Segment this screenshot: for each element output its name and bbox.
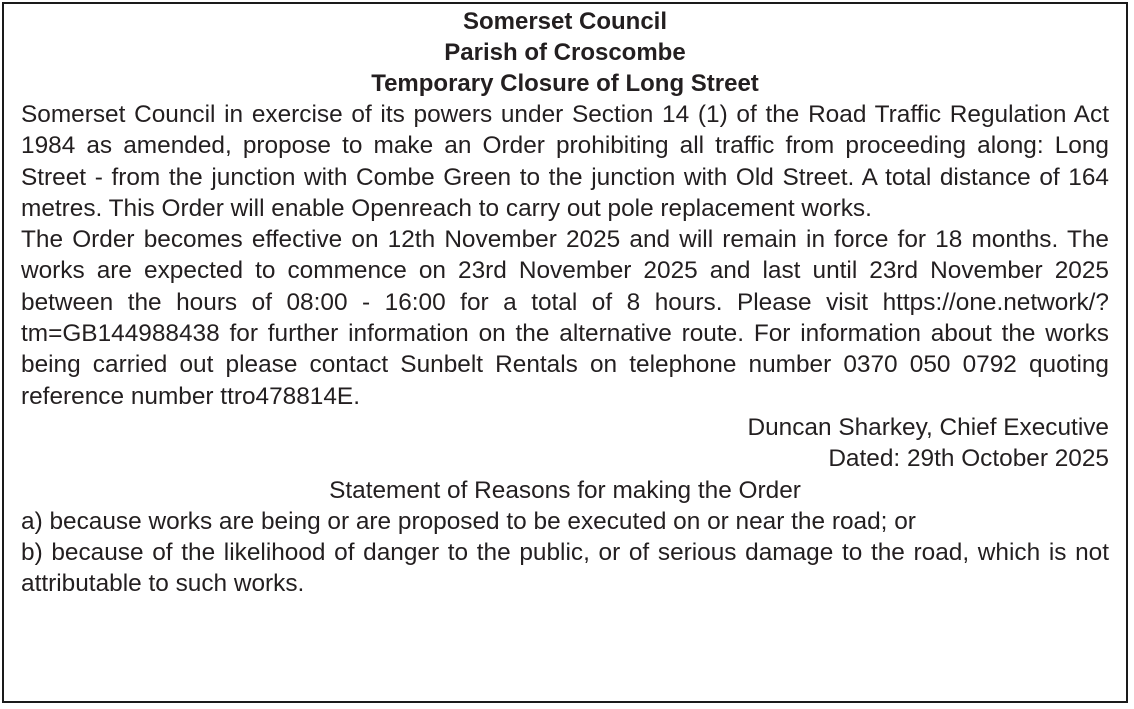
- signatory: Duncan Sharkey, Chief Executive: [747, 413, 1109, 441]
- reason-a: a) because works are being or are proposed to be executed on or near the road; or: [21, 507, 916, 535]
- reasons-title: Statement of Reasons for making the Order: [329, 476, 801, 504]
- notice-title: Temporary Closure of Long Street: [371, 70, 759, 97]
- order-paragraph: Somerset Council in exercise of its powers under Section 14 (1) of the Road Traffic Regulation Act 1984 as amended, propose to make an Order prohibiting all traffic from proceeding along: Long Street - from the junction with Combe Green to the junction with Old Street. A total distance of 164 metres. This Order will enable Openreach to carry out pole replacement works.: [21, 101, 1109, 222]
- effective-paragraph: The Order becomes effective on 12th November 2025 and will remain in force for 18 months. The works are expected to commence on 23rd November 2025 and last until 23rd November 2025 between the hours of 08:00 - 16:00 for a total of 8 hours. Please visit https://one.network/?tm=GB144988438 for further information on the alternative route. For information about the works being carried out please contact Sunbelt Rentals on telephone number 0370 050 0792 quoting reference number ttro478814E.: [21, 226, 1109, 410]
- parish-name: Parish of Croscombe: [444, 39, 686, 66]
- council-name: Somerset Council: [462, 8, 668, 35]
- reason-b: b) because of the likelihood of danger to the public, or of serious damage to the road, which is not attributable to such works.: [21, 539, 1109, 598]
- public-notice: [2, 2, 1128, 703]
- dated-line: Dated: 29th October 2025: [828, 445, 1109, 473]
